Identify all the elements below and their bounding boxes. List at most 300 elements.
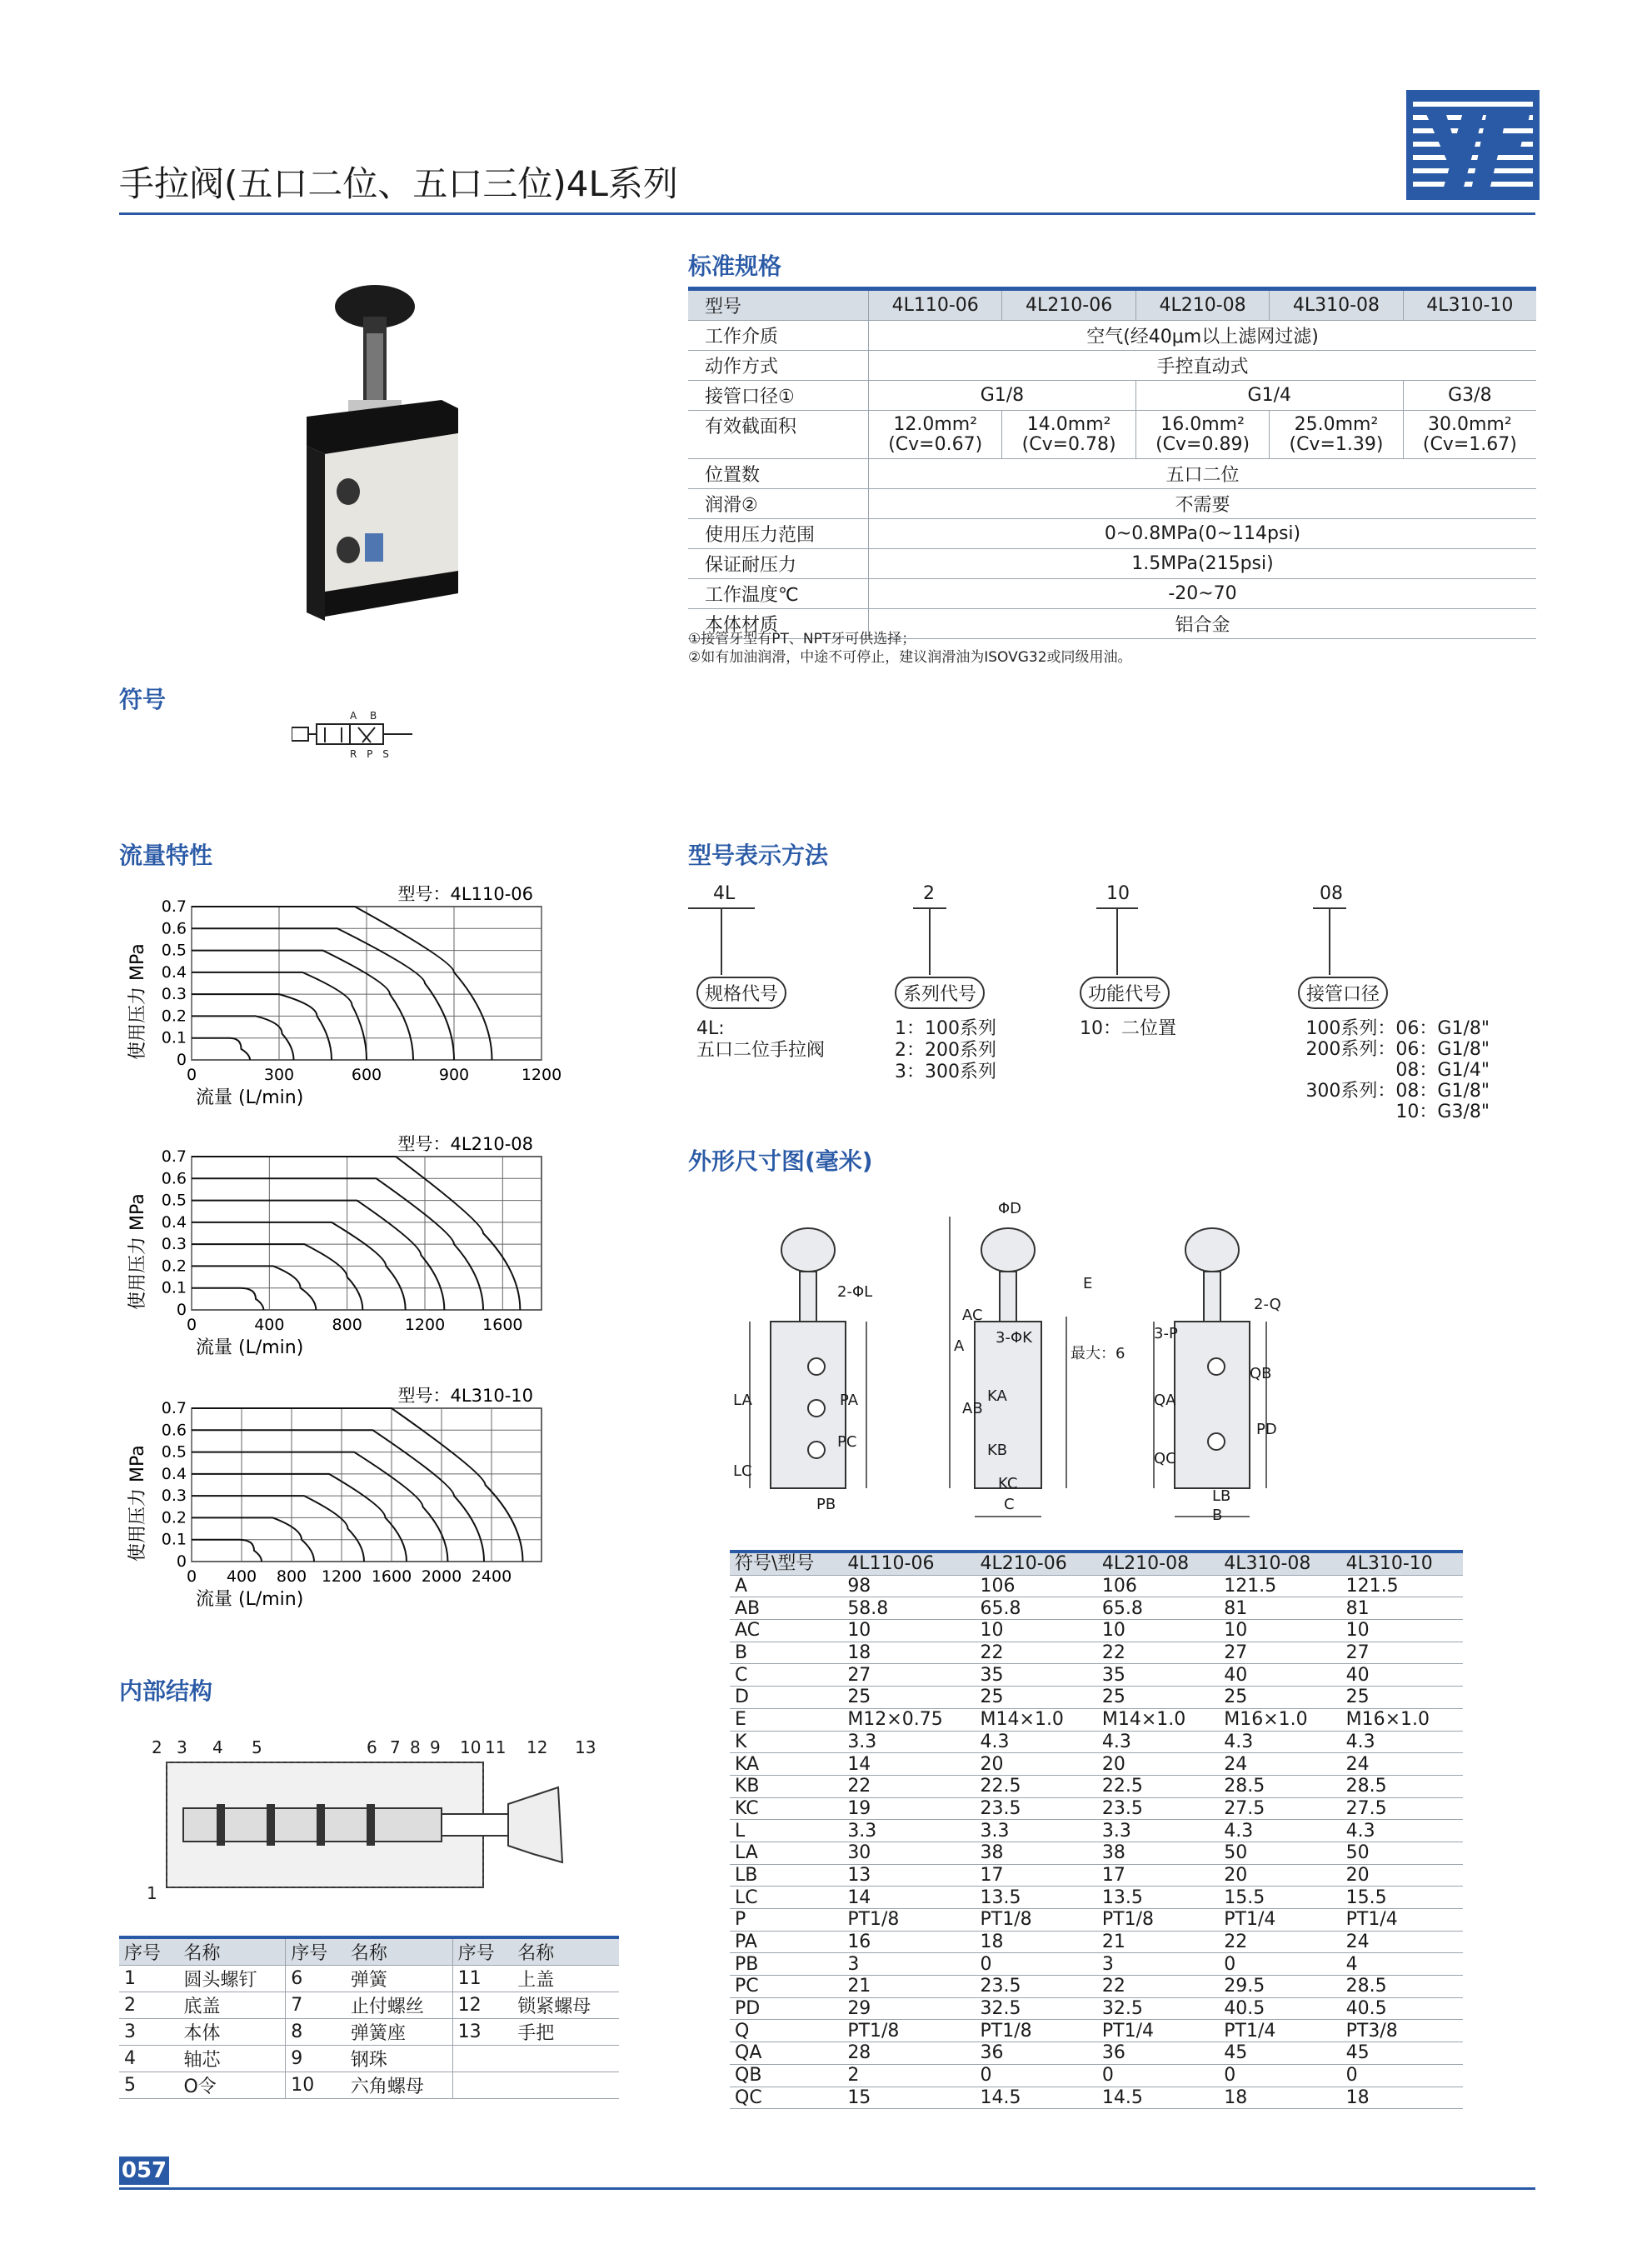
spec-key: 位置数: [688, 459, 869, 489]
area-value: 12.0mm²: [893, 413, 978, 435]
spec-key: 使用压力范围: [688, 519, 869, 549]
dimension-row: [730, 1909, 1463, 1932]
dimension-cell: M16×1.0: [1341, 1708, 1463, 1731]
x-tick-label: 400: [254, 1316, 285, 1334]
dimension-cell: 28.5: [1219, 1775, 1340, 1797]
callout: 10: [460, 1737, 482, 1757]
desc-line: 五口二位手拉阀: [696, 1040, 826, 1061]
dimension-cell: 32.5: [976, 1997, 1097, 2020]
dimension-row: [730, 1753, 1463, 1776]
dimension-cell: 21: [842, 1976, 975, 1998]
y-tick-label: 0.5: [161, 941, 187, 960]
spec-model: 4L110-06: [869, 289, 1002, 321]
dimension-cell: 10: [1219, 1620, 1340, 1642]
dimension-cell: 4.3: [1219, 1820, 1340, 1842]
y-tick-label: 0.1: [161, 1278, 187, 1297]
dimension-row: [730, 1731, 1463, 1753]
symbol-heading: 符号: [119, 686, 167, 713]
flow-chart-4l210: [125, 1133, 591, 1383]
y-tick-label: 0.3: [161, 1487, 187, 1506]
dimension-cell: 4: [1341, 1953, 1463, 1976]
dimension-header-cell: 4L210-08: [1097, 1552, 1219, 1575]
y-axis-label: 使用压力 MPa: [127, 943, 148, 1060]
dimension-cell: 4.3: [1341, 1820, 1463, 1842]
desc-function: [1080, 1018, 1176, 1040]
dimension-cell: PD: [730, 1997, 842, 2020]
cv-value: (Cv=1.67): [1422, 433, 1517, 455]
flow-curve: [192, 994, 332, 1060]
code-spec: 4L: [713, 883, 736, 904]
drawing-label: AB: [962, 1400, 983, 1417]
dimension-cell: 3: [842, 1953, 975, 1976]
dimension-heading: 外形尺寸图(毫米): [688, 1147, 873, 1175]
dimension-cell: PC: [730, 1976, 842, 1998]
dimension-cell: PT1/4: [1097, 2020, 1219, 2042]
dimension-cell: 24: [1219, 1753, 1340, 1776]
drawing-label: PC: [837, 1433, 857, 1451]
dimension-cell: PT3/8: [1341, 2020, 1463, 2042]
spec-value: [869, 411, 1002, 459]
parts-row: [119, 2019, 619, 2046]
plot-frame: [192, 1408, 542, 1562]
dimension-cell: 65.8: [1097, 1597, 1219, 1620]
dimension-cell: 22: [842, 1775, 975, 1797]
dimension-header-cell: 4L110-06: [842, 1552, 975, 1575]
product-photo: [300, 283, 467, 633]
flow-curve: [192, 1288, 263, 1310]
dimension-cell: 35: [1097, 1664, 1219, 1687]
label-series: 系列代号: [895, 977, 985, 1009]
dimension-cell: 10: [1097, 1620, 1219, 1642]
spec-table: [688, 287, 1536, 639]
symbol-top-ports: A B: [350, 710, 382, 722]
flow-curve: [192, 907, 492, 1060]
y-tick-label: 0: [176, 1301, 187, 1319]
dimension-cell: QA: [730, 2042, 842, 2065]
plot-frame: [192, 1157, 542, 1310]
x-tick-label: 2400: [471, 1567, 512, 1586]
spec-model: 4L210-08: [1135, 289, 1269, 321]
flow-curve: [192, 951, 413, 1060]
label-port: 接管口径: [1298, 977, 1388, 1009]
dimension-cell: 36: [976, 2042, 1097, 2065]
dimension-cell: 21: [1097, 1931, 1219, 1953]
dimension-cell: PT1/4: [1219, 2020, 1340, 2042]
desc-line: 300系列：08：G1/8": [1305, 1081, 1490, 1102]
area-value: 25.0mm²: [1294, 413, 1379, 435]
spec-key: 工作介质: [688, 321, 869, 351]
dimension-cell: 121.5: [1219, 1575, 1340, 1597]
desc-spec: [696, 1018, 825, 1062]
dimension-cell: D: [730, 1687, 842, 1709]
label-function: 功能代号: [1080, 977, 1170, 1009]
dimension-cell: 0: [1219, 2064, 1340, 2087]
dimension-cell: KA: [730, 1753, 842, 1776]
dimension-row: [730, 1887, 1463, 1909]
dimension-cell: 3: [1097, 1953, 1219, 1976]
x-tick-label: 800: [276, 1567, 307, 1586]
dimension-header-row: [730, 1552, 1463, 1575]
dimension-cell: 20: [1097, 1753, 1219, 1776]
spec-model: 4L210-06: [1002, 289, 1135, 321]
dimension-cell: QC: [730, 2087, 842, 2109]
dimension-cell: 10: [1341, 1620, 1463, 1642]
desc-line: 10：G3/8": [1395, 1102, 1490, 1122]
spec-model: 4L310-10: [1403, 289, 1536, 321]
spec-value: [1270, 411, 1403, 459]
dimension-cell: PT1/4: [1219, 1909, 1340, 1932]
part-no: [452, 2072, 512, 2099]
spec-value: [1135, 411, 1269, 459]
part-name: [512, 2046, 619, 2072]
x-tick-label: 800: [332, 1316, 362, 1334]
dimension-cell: 13: [842, 1864, 975, 1887]
drawing-label: 3-P: [1154, 1325, 1178, 1342]
dimension-cell: 3.3: [1097, 1820, 1219, 1842]
dimension-cell: 15.5: [1219, 1887, 1340, 1909]
drawing-label: LC: [733, 1462, 752, 1480]
desc-line: 2：200系列: [895, 1040, 996, 1061]
callout: 9: [430, 1737, 441, 1757]
dimension-cell: 3.3: [976, 1820, 1097, 1842]
cv-value: (Cv=0.89): [1155, 433, 1250, 455]
dimension-row: [730, 2087, 1463, 2109]
chart-title: 型号：4L210-08: [397, 1134, 533, 1154]
dimension-cell: 18: [976, 1931, 1097, 1953]
dimension-cell: 65.8: [976, 1597, 1097, 1620]
x-tick-label: 0: [186, 1316, 197, 1334]
dimension-cell: 15: [842, 2087, 975, 2109]
dimension-cell: 28.5: [1341, 1775, 1463, 1797]
y-tick-label: 0.6: [161, 1421, 187, 1440]
dimension-cell: 25: [976, 1687, 1097, 1709]
parts-header: 序号: [286, 1937, 346, 1966]
drawing-label: ΦD: [998, 1200, 1022, 1217]
dimension-row: [730, 1687, 1463, 1709]
dimension-cell: 17: [1097, 1864, 1219, 1887]
dimension-cell: 18: [1341, 2087, 1463, 2109]
callout: 12: [527, 1737, 548, 1757]
drawing-label: AC: [962, 1307, 983, 1324]
part-no: 11: [452, 1966, 512, 1992]
part-name: 钢珠: [346, 2046, 452, 2072]
part-no: 10: [286, 2072, 346, 2099]
dimension-cell: 20: [1219, 1864, 1340, 1887]
dimension-cell: 10: [976, 1620, 1097, 1642]
dimension-cell: C: [730, 1664, 842, 1687]
dimension-cell: 0: [1219, 1953, 1340, 1976]
dimension-cell: 27: [1219, 1642, 1340, 1664]
y-tick-label: 0.6: [161, 919, 187, 938]
parts-header-row: [119, 1937, 619, 1966]
spec-model: 4L310-08: [1270, 289, 1403, 321]
callout: 1: [147, 1883, 157, 1903]
dimension-cell: 4.3: [1341, 1731, 1463, 1753]
drawing-label: QB: [1250, 1365, 1272, 1382]
dimension-row: [730, 1931, 1463, 1953]
dimension-cell: 36: [1097, 2042, 1219, 2065]
flow-chart-4l310: [125, 1385, 591, 1635]
dimension-row: [730, 1976, 1463, 1998]
dimension-cell: QB: [730, 2064, 842, 2087]
y-tick-label: 0.3: [161, 985, 187, 1004]
drawing-label: KA: [987, 1387, 1007, 1405]
spec-row: [688, 519, 1536, 549]
dimension-cell: 38: [1097, 1842, 1219, 1864]
model-code-heading: 型号表示方法: [688, 842, 829, 869]
dimension-cell: 45: [1219, 2042, 1340, 2065]
dimension-cell: A: [730, 1575, 842, 1597]
part-name: 弹簧座: [346, 2019, 452, 2046]
dimension-cell: PT1/8: [842, 1909, 975, 1932]
dimension-row: [730, 1864, 1463, 1887]
part-name: 手把: [512, 2019, 619, 2046]
dimension-cell: M14×1.0: [976, 1708, 1097, 1731]
page-number: 057: [119, 2157, 169, 2185]
dimension-row: [730, 1820, 1463, 1842]
dimension-cell: 29: [842, 1997, 975, 2020]
spec-value: 1.5MPa(215psi): [869, 549, 1537, 579]
area-value: 14.0mm²: [1026, 413, 1111, 435]
flow-curve: [192, 1244, 362, 1310]
desc-line: 100系列：06：G1/8": [1305, 1018, 1490, 1039]
desc-line: 10：二位置: [1080, 1018, 1176, 1039]
dimension-cell: 4.3: [1097, 1731, 1219, 1753]
dimension-cell: M14×1.0: [1097, 1708, 1219, 1731]
dimension-cell: 14.5: [976, 2087, 1097, 2109]
dimension-cell: 18: [1219, 2087, 1340, 2109]
x-tick-label: 1200: [321, 1567, 362, 1586]
drawing-label: E: [1083, 1275, 1093, 1292]
flow-curve: [192, 1201, 444, 1310]
part-name: 锁紧螺母: [512, 1992, 619, 2019]
dimension-cell: 0: [1097, 2064, 1219, 2087]
dimension-cell: 98: [842, 1575, 975, 1597]
parts-header: 序号: [119, 1937, 178, 1966]
dimension-cell: 38: [976, 1842, 1097, 1864]
dimension-cell: 13.5: [976, 1887, 1097, 1909]
spec-value: 铝合金: [869, 609, 1537, 639]
dimension-row: [730, 1597, 1463, 1620]
spec-row: [688, 411, 1536, 459]
part-no: 13: [452, 2019, 512, 2046]
dimension-cell: 2: [842, 2064, 975, 2087]
dimension-cell: 50: [1341, 1842, 1463, 1864]
y-tick-label: 0.7: [161, 1147, 187, 1166]
part-name: 底盖: [178, 1992, 285, 2019]
dimension-cell: 40.5: [1341, 1997, 1463, 2020]
dimension-cell: 22: [1097, 1976, 1219, 1998]
dimension-cell: 28.5: [1341, 1976, 1463, 1998]
dimension-cell: PT1/8: [1097, 1909, 1219, 1932]
drawing-label: 3-ΦK: [996, 1329, 1032, 1347]
dimension-cell: 27: [1341, 1642, 1463, 1664]
dimension-cell: LB: [730, 1864, 842, 1887]
parts-row: [119, 1966, 619, 1992]
dimension-cell: 15.5: [1341, 1887, 1463, 1909]
dimension-header-cell: 4L310-10: [1341, 1552, 1463, 1575]
dimension-header-cell: 符号\型号: [730, 1552, 842, 1575]
dimension-row: [730, 1953, 1463, 1976]
dimension-cell: 18: [842, 1642, 975, 1664]
x-axis-label: 流量 (L/min): [196, 1337, 304, 1358]
y-axis-label: 使用压力 MPa: [127, 1445, 148, 1562]
spec-key: 工作温度℃: [688, 579, 869, 609]
dimension-header-cell: 4L210-06: [976, 1552, 1097, 1575]
desc-series: [895, 1018, 996, 1083]
dimension-cell: 20: [1341, 1864, 1463, 1887]
y-tick-label: 0.4: [161, 962, 187, 982]
part-no: [452, 2046, 512, 2072]
drawing-label: LA: [733, 1392, 752, 1409]
dimension-cell: 0: [1341, 2064, 1463, 2087]
desc-port: [1298, 1018, 1490, 1122]
drawing-label: 2-Q: [1254, 1296, 1281, 1313]
dimension-cell: 10: [842, 1620, 975, 1642]
y-tick-label: 0.5: [161, 1442, 187, 1462]
x-tick-label: 900: [438, 1066, 470, 1084]
x-tick-label: 1600: [371, 1567, 412, 1586]
dimension-cell: LA: [730, 1842, 842, 1864]
dimension-cell: 29.5: [1219, 1976, 1340, 1998]
area-value: 30.0mm²: [1428, 413, 1512, 435]
cv-value: (Cv=0.78): [1021, 433, 1116, 455]
part-name: [512, 2072, 619, 2099]
dimension-header-cell: 4L310-08: [1219, 1552, 1340, 1575]
dimension-cell: 27.5: [1219, 1797, 1340, 1820]
spec-value: G1/4: [1135, 381, 1403, 411]
drawing-label: LB: [1212, 1487, 1231, 1505]
drawing-label: QC: [1154, 1450, 1176, 1467]
dimension-cell: PT1/8: [842, 2020, 975, 2042]
spec-heading: 标准规格: [688, 252, 782, 280]
dimension-cell: 40: [1219, 1664, 1340, 1687]
dimension-cell: PT1/8: [976, 2020, 1097, 2042]
spec-key: 接管口径①: [688, 381, 869, 411]
page-title: 手拉阀(五口二位、五口三位)4L系列: [119, 163, 678, 204]
dimension-cell: 25: [842, 1687, 975, 1709]
flow-chart-svg: [125, 883, 591, 1133]
dimension-cell: 40: [1341, 1664, 1463, 1687]
spec-row: [688, 381, 1536, 411]
drawing-label: PD: [1256, 1421, 1277, 1438]
spec-note-2: ②如有加油润滑，中途不可停止，建议润滑油为ISOVG32或同级用油。: [688, 649, 1132, 666]
parts-header: 名称: [178, 1937, 285, 1966]
dimension-row: [730, 1797, 1463, 1820]
y-tick-label: 0.3: [161, 1235, 187, 1254]
x-tick-label: 0: [186, 1066, 197, 1084]
dimension-cell: 17: [976, 1864, 1097, 1887]
part-name: 圆头螺钉: [178, 1966, 285, 1992]
cv-value: (Cv=0.67): [888, 433, 983, 455]
spec-value: G3/8: [1403, 381, 1536, 411]
footer-divider: [119, 2187, 1535, 2190]
callout: 7: [390, 1737, 401, 1757]
x-tick-label: 300: [263, 1066, 295, 1084]
dimension-cell: PT1/4: [1341, 1909, 1463, 1932]
y-tick-label: 0.7: [161, 1399, 187, 1417]
spec-value: 不需要: [869, 489, 1537, 519]
dimension-cell: 106: [976, 1575, 1097, 1597]
spec-row: [688, 351, 1536, 381]
parts-row: [119, 1992, 619, 2019]
part-name: 本体: [178, 2019, 285, 2046]
spec-key: 动作方式: [688, 351, 869, 381]
dimension-row: [730, 1664, 1463, 1687]
dimension-drawings: [733, 1200, 1366, 1533]
parts-table: [119, 1936, 619, 2099]
dimension-cell: 121.5: [1341, 1575, 1463, 1597]
spec-key: 有效截面积: [688, 411, 869, 459]
parts-header: 序号: [452, 1937, 512, 1966]
dimension-cell: 4.3: [976, 1731, 1097, 1753]
dimension-cell: 22: [1219, 1931, 1340, 1953]
flow-chart-svg: [125, 1385, 591, 1635]
x-tick-label: 600: [351, 1066, 382, 1084]
dimension-cell: E: [730, 1708, 842, 1731]
spec-key: 保证耐压力: [688, 549, 869, 579]
drawing-label: KC: [998, 1475, 1018, 1492]
code-series: 2: [923, 883, 935, 904]
parts-header: 名称: [512, 1937, 619, 1966]
dimension-cell: LC: [730, 1887, 842, 1909]
dimension-cell: 58.8: [842, 1597, 975, 1620]
dimension-cell: 20: [976, 1753, 1097, 1776]
dimension-cell: 32.5: [1097, 1997, 1219, 2020]
title-divider: [119, 212, 1535, 215]
chart-title: 型号：4L110-06: [397, 884, 533, 904]
spec-row: [688, 489, 1536, 519]
callout: 5: [252, 1737, 262, 1757]
dimension-cell: 106: [1097, 1575, 1219, 1597]
x-axis-label: 流量 (L/min): [196, 1087, 304, 1108]
dimension-row: [730, 1775, 1463, 1797]
y-tick-label: 0.2: [161, 1007, 187, 1026]
spec-value: 0~0.8MPa(0~114psi): [869, 519, 1537, 549]
part-no: 8: [286, 2019, 346, 2046]
x-tick-label: 1200: [404, 1316, 446, 1334]
x-axis-label: 流量 (L/min): [196, 1589, 304, 1610]
cv-value: (Cv=1.39): [1289, 433, 1384, 455]
parts-row: [119, 2072, 619, 2099]
model-code-diagram: [688, 883, 1521, 1133]
dimension-cell: 23.5: [976, 1797, 1097, 1820]
callout: 2: [152, 1737, 162, 1757]
dimension-cell: 40.5: [1219, 1997, 1340, 2020]
spec-value: [1403, 411, 1536, 459]
dimension-cell: 24: [1341, 1931, 1463, 1953]
internal-heading: 内部结构: [119, 1677, 213, 1705]
dimension-cell: 16: [842, 1931, 975, 1953]
flow-curve: [192, 1452, 448, 1562]
internal-structure-drawing: [142, 1737, 608, 1921]
drawing-label: 2-ΦL: [837, 1283, 873, 1301]
dimension-cell: 25: [1341, 1687, 1463, 1709]
y-tick-label: 0.6: [161, 1169, 187, 1188]
y-tick-label: 0.7: [161, 897, 187, 916]
dimension-row: [730, 2020, 1463, 2042]
spec-value: [1002, 411, 1135, 459]
y-tick-label: 0.1: [161, 1028, 187, 1047]
dimension-cell: 14: [842, 1887, 975, 1909]
dimension-cell: L: [730, 1820, 842, 1842]
dimension-row: [730, 1620, 1463, 1642]
spec-value: 手控直动式: [869, 351, 1537, 381]
dimension-cell: 35: [976, 1664, 1097, 1687]
y-tick-label: 0.2: [161, 1257, 187, 1276]
dimension-cell: 13.5: [1097, 1887, 1219, 1909]
spec-row: [688, 321, 1536, 351]
